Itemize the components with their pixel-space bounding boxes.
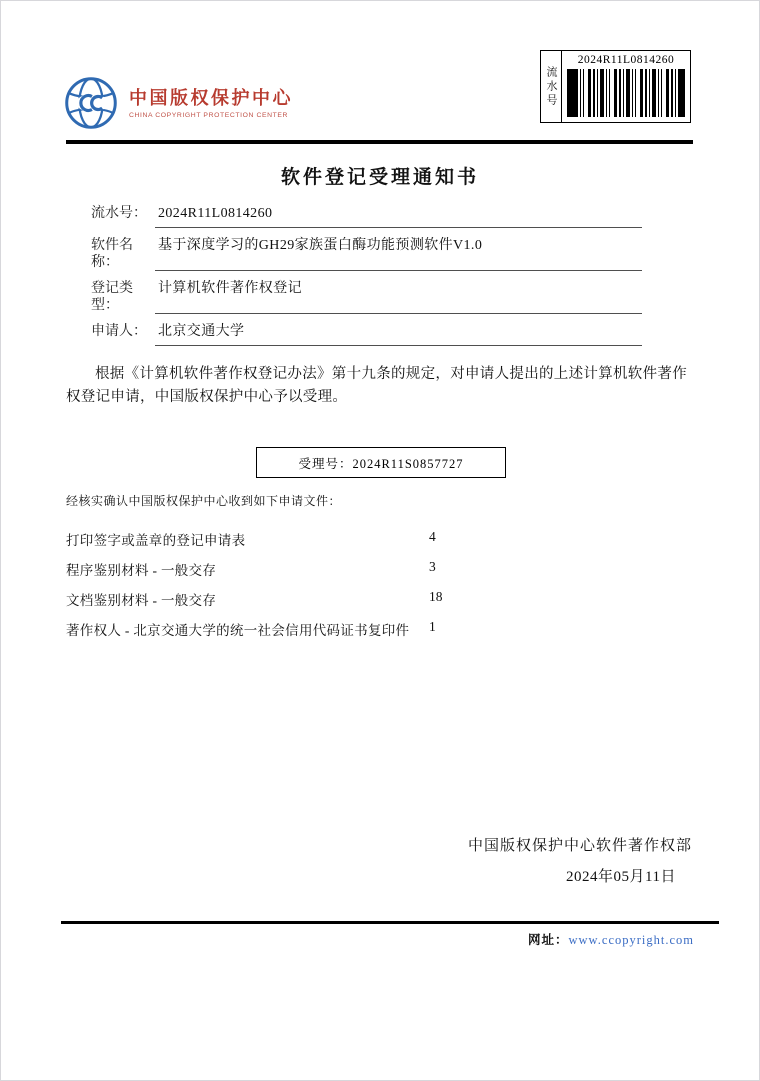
signature-date: 2024年05月11日 (566, 869, 676, 885)
field-label: 申请人： (91, 324, 147, 339)
field-row-registration-type (91, 280, 642, 314)
acceptance-number-box: 受理号：2024R11S0857727 (256, 447, 506, 478)
file-count: 1 (429, 619, 436, 634)
field-value: 北京交通大学 (155, 323, 642, 346)
file-count: 18 (429, 589, 443, 604)
acceptance-paragraph: 根据《计算机软件著作权登记办法》第十九条的规定，对申请人提出的上述计算机软件著作权登记申请，中国版权保护中心予以受理。 (66, 366, 687, 405)
serial-number: 2024R11L0814260 (577, 54, 675, 66)
file-name: 程序鉴别材料 - 一般交存 (66, 563, 217, 578)
file-row (66, 525, 486, 555)
org-name-cn: 中国版权保护中心 (129, 88, 293, 108)
file-name: 文档鉴别材料 - 一般交存 (66, 593, 217, 608)
footer-divider (61, 921, 719, 924)
serial-label: 流水号 (545, 65, 557, 108)
document-title: 软件登记受理通知书 (280, 167, 479, 188)
file-row (66, 585, 486, 615)
form-fields (91, 205, 642, 355)
field-label: 软件名称： (91, 238, 133, 270)
field-row-serial (91, 205, 642, 228)
website-label: 网址： (527, 933, 569, 947)
field-value: 2024R11L0814260 (155, 205, 642, 228)
header-divider (66, 140, 693, 144)
file-count: 4 (429, 529, 436, 544)
file-row (66, 615, 486, 645)
org-logo (63, 75, 293, 131)
signature-block (468, 831, 692, 893)
field-label: 流水号： (91, 206, 147, 221)
org-name-block (129, 87, 293, 119)
globe-cp-logo-icon (63, 75, 119, 131)
website-url[interactable]: www.ccopyright.com (568, 933, 694, 947)
file-name: 著作权人 - 北京交通大学的统一社会信用代码证书复印件 (66, 623, 410, 638)
field-row-applicant (91, 323, 642, 346)
barcode-image (567, 69, 685, 117)
serial-number-box (540, 50, 691, 123)
field-label: 登记类型： (91, 281, 133, 313)
file-row (66, 555, 486, 585)
file-name: 打印签字或盖章的登记申请表 (66, 533, 246, 548)
org-name-en: CHINA COPYRIGHT PROTECTION CENTER (129, 112, 289, 119)
field-row-software-name (91, 237, 642, 271)
file-count: 3 (429, 559, 436, 574)
signature-department: 中国版权保护中心软件著作权部 (467, 838, 692, 854)
field-value: 计算机软件著作权登记 (155, 280, 642, 314)
footer (528, 930, 694, 948)
serial-right-cell (562, 51, 690, 122)
serial-label-cell (541, 51, 562, 122)
received-files-list (66, 525, 486, 645)
received-files-intro: 经核实确认中国版权保护中心收到如下申请文件： (66, 494, 342, 508)
field-value: 基于深度学习的GH29家族蛋白酶功能预测软件V1.0 (155, 237, 642, 271)
